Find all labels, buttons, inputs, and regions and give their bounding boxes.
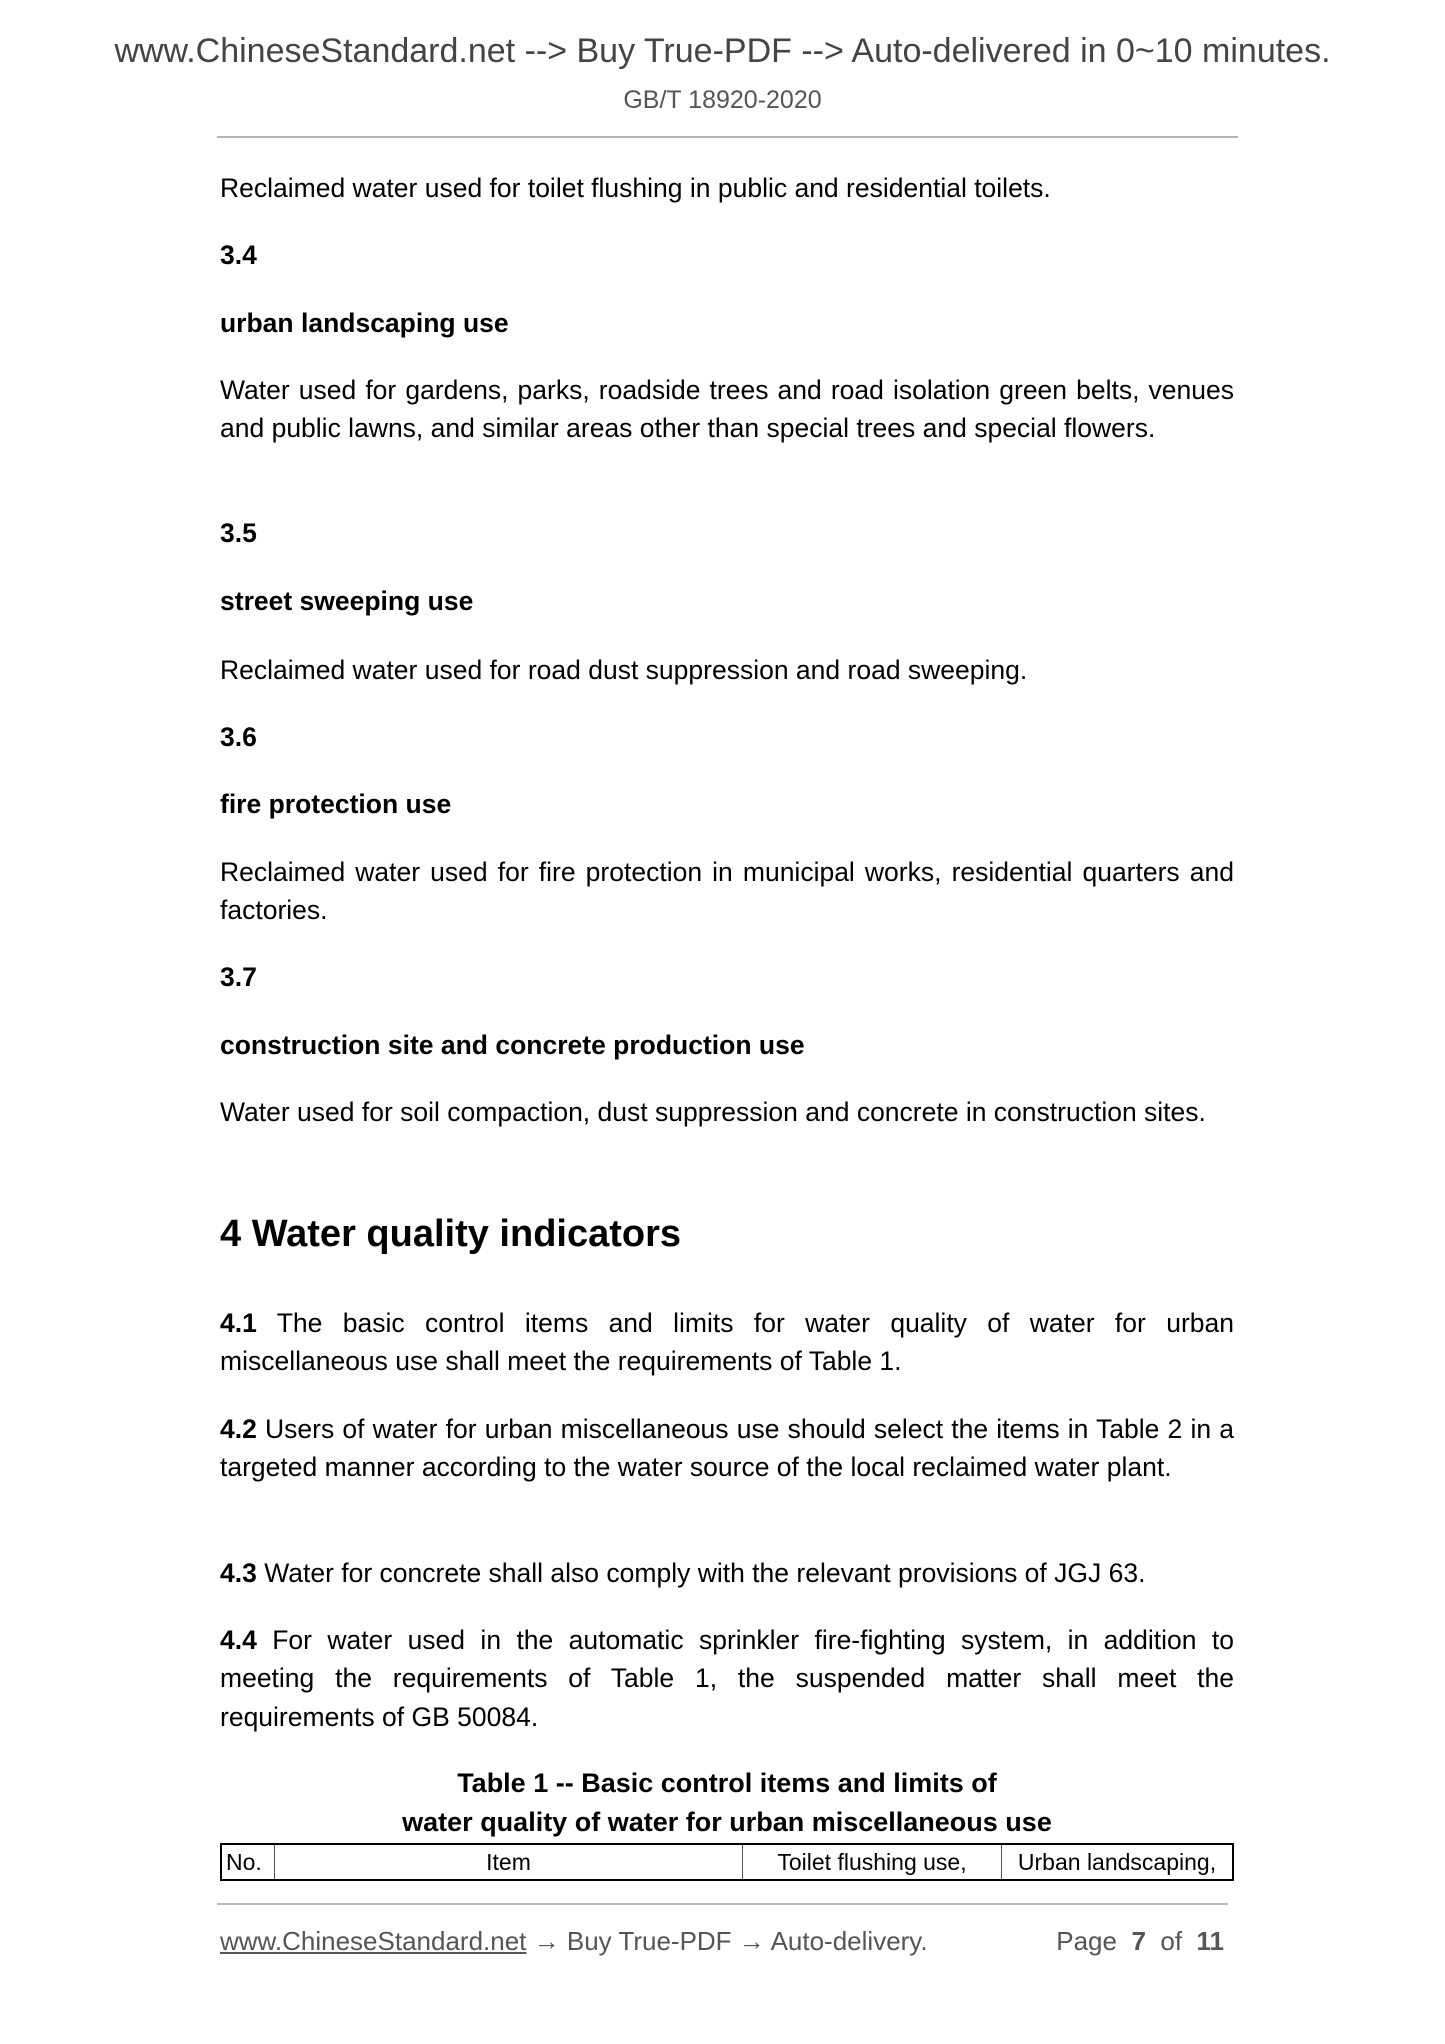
header-toilet-flushing: Toilet flushing use,: [743, 1844, 1002, 1880]
clause-number: 3.4: [220, 240, 257, 270]
page-number: 7: [1131, 1926, 1146, 1956]
term: construction site and concrete production use: [220, 1030, 805, 1060]
header-no: No.: [221, 1844, 275, 1880]
section-heading: 4 Water quality indicators: [220, 1213, 682, 1255]
term: urban landscaping use: [220, 308, 509, 338]
clause-4-2: [220, 1410, 1234, 1487]
clause-number: 4.2: [220, 1414, 257, 1444]
footer-divider: [217, 1903, 1228, 1905]
footer-left: [220, 1926, 928, 1957]
table-title-line: Table 1 -- Basic control items and limits of: [457, 1768, 997, 1798]
clause-number: 4.4: [220, 1625, 257, 1655]
clause-text: The basic control items and limits for water quality of water for urban miscellaneous use shall meet the requirements of Table 1.: [220, 1308, 1234, 1377]
page-total: 11: [1196, 1926, 1224, 1956]
page-indicator: [1056, 1926, 1224, 1957]
clause-number: 3.5: [220, 518, 257, 548]
clause-number: 4.1: [220, 1308, 257, 1338]
clause-number: 3.7: [220, 962, 257, 992]
page-of: of: [1160, 1926, 1183, 1956]
definition: Water used for gardens, parks, roadside trees and road isolation green belts, venues and public lawns, and similar areas other than special trees and special flowers.: [220, 375, 1234, 444]
definition: Reclaimed water used for road dust suppression and road sweeping.: [220, 655, 1028, 685]
page-label: Page: [1056, 1926, 1117, 1956]
clause-text: Water for concrete shall also comply with the relevant provisions of JGJ 63.: [256, 1558, 1146, 1588]
definition: Water used for soil compaction, dust suppression and concrete in construction sites.: [220, 1097, 1206, 1127]
table-title: [220, 1764, 1234, 1842]
clause-4-1: [220, 1304, 1234, 1381]
definition: Reclaimed water used for fire protection in municipal works, residential quarters and factories.: [220, 857, 1234, 926]
header-divider: [217, 136, 1238, 138]
term: street sweeping use: [220, 586, 474, 616]
header-urban-landscaping: Urban landscaping,: [1002, 1844, 1234, 1880]
table-title-line: water quality of water for urban miscellaneous use: [402, 1807, 1052, 1837]
footer-text: → Buy True-PDF → Auto-delivery.: [526, 1926, 928, 1956]
clause-number: 3.6: [220, 722, 257, 752]
header-item: Item: [275, 1844, 743, 1880]
clause-4-4: [220, 1621, 1234, 1736]
clause-number: 4.3: [220, 1558, 257, 1588]
clause-4-3: [220, 1554, 1234, 1592]
clause-text: For water used in the automatic sprinkler fire-fighting system, in addition to meeting the requirements of Table 1, the suspended matter shall meet the requirements of GB 50084.: [220, 1625, 1234, 1732]
footer-link[interactable]: www.ChineseStandard.net: [220, 1926, 527, 1956]
table-header-row: [221, 1844, 1233, 1880]
table-1: [220, 1843, 1234, 1881]
term: fire protection use: [220, 789, 452, 819]
clause-text: Users of water for urban miscellaneous use should select the items in Table 2 in a targeted manner according to the water source of the local reclaimed water plant.: [220, 1414, 1234, 1483]
header-banner: www.ChineseStandard.net --> Buy True-PDF --> Auto-delivered in 0~10 minutes.: [114, 32, 1331, 70]
paragraph: Reclaimed water used for toilet flushing in public and residential toilets.: [220, 173, 1051, 203]
document-id: GB/T 18920-2020: [623, 86, 822, 114]
